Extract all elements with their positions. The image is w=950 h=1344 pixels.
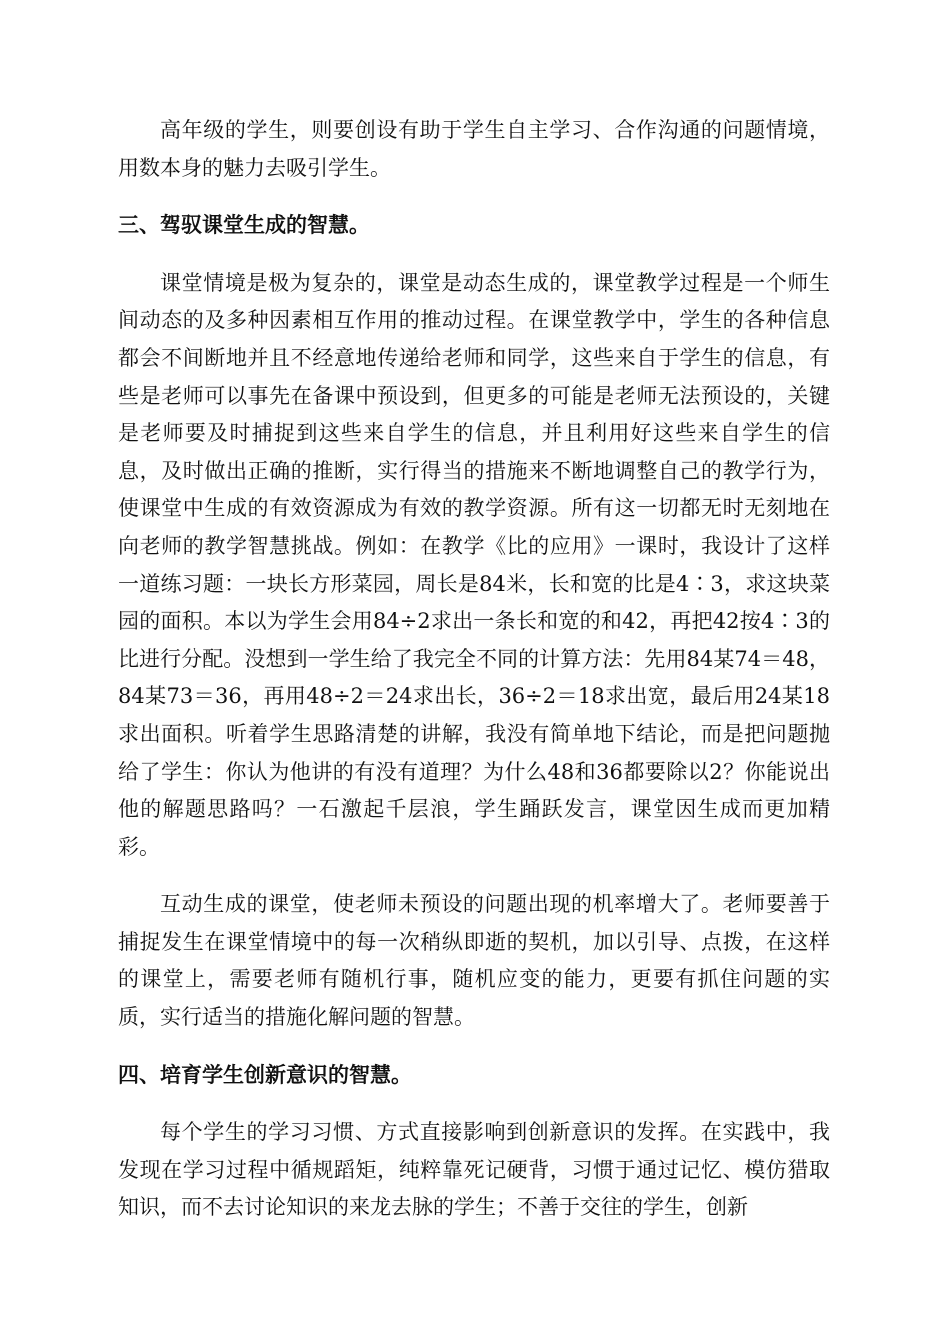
paragraph-innovation: 每个学生的学习习惯、方式直接影响到创新意识的发挥。在实践中，我发现在学习过程中循规蹈矩，纯粹靠死记硬背，习惯于通过记忆、模仿猎取知识，而不去讨论知识的来龙去脉的学生；不善于交往的学生，创新 [118,1120,830,1220]
section-heading-4: 四、培育学生创新意识的智慧。 [118,1062,412,1087]
document-body [118,112,830,1227]
paragraph-classroom-generation: 课堂情境是极为复杂的，课堂是动态生成的，课堂教学过程是一个师生间动态的及多种因素相互作用的推动过程。在课堂教学中，学生的各种信息都会不间断地并且不经意地传递给老师和同学，这些来自于学生的信息，有些是老师可以事先在备课中预设到，但更多的可能是老师无法预设的，关键是老师要及时捕捉到这些来自学生的信息，并且利用好这些来自学生的信息，及时做出正确的推断，实行得当的措施来不断地调整自己的教学行为，使课堂中生成的有效资源成为有效的教学资源。所有这一切都无时无刻地在向老师的教学智慧挑战。例如：在教学《比的应用》一课时，我设计了这样一道练习题：一块长方形菜园，周长是84米，长和宽的比是4∶3，求这块菜园的面积。本以为学生会用84÷2求出一条长和宽的和42，再把42按4∶3的比进行分配。没想到一学生给了我完全不同的计算方法：先用84某74＝48，84某73＝36，再用48÷2＝24求出长，36÷2＝18求出宽，最后用24某18求出面积。听着学生思路清楚的讲解，我没有简单地下结论，而是把问题抛给了学生：你认为他讲的有没有道理？为什么48和36都要除以2？你能说出他的解题思路吗？一石激起千层浪，学生踊跃发言，课堂因生成而更加精彩。 [118,270,830,859]
section-heading-3: 三、驾驭课堂生成的智慧。 [118,213,370,238]
paragraph-interactive-classroom: 互动生成的课堂，使老师未预设的问题出现的机率增大了。老师要善于捕捉发生在课堂情境中的每一次稍纵即逝的契机，加以引导、点拨，在这样的课堂上，需要老师有随机行事，随机应变的能力，更要有抓住问题的实质，实行适当的措施化解问题的智慧。 [118,892,830,1030]
paragraph-intro: 高年级的学生，则要创设有助于学生自主学习、合作沟通的问题情境，用数本身的魅力去吸引学生。 [118,118,830,180]
